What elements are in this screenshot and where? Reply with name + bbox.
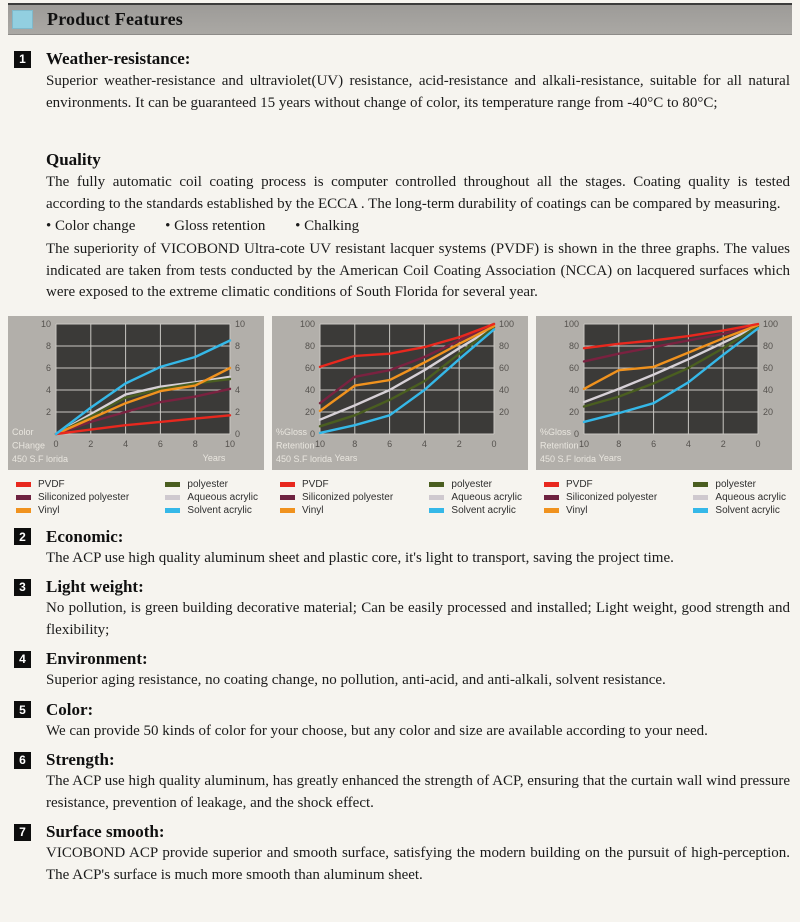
bullet-item: • Color change [46, 218, 136, 234]
svg-text:6: 6 [387, 438, 393, 449]
svg-text:40: 40 [568, 384, 579, 395]
legend-swatch-icon [280, 482, 295, 487]
svg-text:Retention: Retention [276, 440, 315, 450]
svg-text:20: 20 [499, 406, 510, 417]
section-color-body: We can provide 50 kinds of color for your choose, but any color and size are available according to your need. [46, 722, 708, 739]
section-surface-smooth-heading [14, 822, 792, 842]
legend-label: Solvent acrylic [187, 504, 252, 516]
svg-text:2: 2 [45, 406, 51, 417]
legend-item [693, 478, 786, 491]
svg-text:100: 100 [763, 318, 779, 329]
section-light-weight-heading [14, 577, 792, 597]
svg-text:450 S.F lorida: 450 S.F lorida [276, 453, 333, 464]
legend-item [429, 491, 522, 504]
svg-text:8: 8 [45, 340, 51, 351]
svg-text:%Gloss: %Gloss [540, 426, 572, 437]
legend-swatch-icon [280, 495, 295, 500]
legend-swatch-icon [16, 495, 31, 500]
section-quality-heading [14, 150, 792, 170]
svg-text:80: 80 [763, 340, 774, 351]
section-strength-body: The ACP use high quality aluminum, has greatly enhanced the strength of ACP, ensuring that the curtain wall wind pressure resistance, prevention of leakage, and the shock effect. [46, 773, 790, 811]
svg-text:80: 80 [499, 340, 510, 351]
svg-text:8: 8 [352, 438, 358, 449]
section-strength-heading [14, 750, 792, 770]
charts-row [8, 316, 792, 517]
legend-swatch-icon [693, 482, 708, 487]
legend-label: Vinyl [38, 504, 60, 516]
legend-column [544, 478, 657, 517]
legend-item [693, 491, 786, 504]
svg-text:4: 4 [123, 438, 129, 449]
legend-item [165, 491, 258, 504]
legend-label: Vinyl [302, 504, 324, 516]
svg-text:0: 0 [235, 428, 241, 439]
svg-text:CHange: CHange [12, 440, 46, 450]
svg-text:20: 20 [568, 406, 579, 417]
legend-swatch-icon [16, 482, 31, 487]
legend-item [544, 504, 657, 517]
svg-text:20: 20 [763, 406, 774, 417]
svg-text:60: 60 [763, 362, 774, 373]
svg-text:60: 60 [499, 362, 510, 373]
legend-swatch-icon [165, 508, 180, 513]
legend-item [16, 491, 129, 504]
svg-text:0: 0 [491, 438, 497, 449]
section-economic-heading [14, 527, 792, 547]
legend-swatch-icon [16, 508, 31, 513]
svg-text:40: 40 [304, 384, 315, 395]
svg-text:6: 6 [157, 438, 163, 449]
legend-item [693, 504, 786, 517]
quality-bullet-list [46, 216, 790, 237]
legend-swatch-icon [544, 482, 559, 487]
legend-swatch-icon [693, 495, 708, 500]
svg-text:80: 80 [304, 340, 315, 351]
legend-item [544, 491, 657, 504]
section-environment-body: Superior aging resistance, no coating change, no pollution, anti-acid, and anti-alkali, solvent resistance. [46, 672, 666, 688]
section-surface-smooth-body: VICOBOND ACP provide superior and smooth surface, satisfying the modern building on the pursuit of high-perception. The ACP's surface is much more smooth than aluminum sheet. [46, 845, 790, 883]
svg-text:Retention: Retention [540, 440, 579, 450]
section-title: Weather-resistance: [46, 49, 191, 68]
svg-text:%Gloss: %Gloss [276, 426, 308, 437]
svg-text:60: 60 [304, 362, 315, 373]
features-list [8, 527, 792, 887]
svg-text:6: 6 [45, 362, 51, 373]
bullet-item: • Gloss retention [165, 218, 266, 234]
section-number-badge: 1 [14, 51, 31, 68]
svg-text:4: 4 [235, 384, 241, 395]
svg-text:100: 100 [563, 318, 579, 329]
svg-text:4: 4 [45, 384, 51, 395]
svg-text:20: 20 [304, 406, 315, 417]
legend-item [544, 478, 657, 491]
svg-text:10: 10 [40, 318, 51, 329]
svg-text:6: 6 [235, 362, 241, 373]
legend-label: polyester [187, 478, 228, 490]
svg-text:8: 8 [616, 438, 622, 449]
section-quality-body2: The superiority of VICOBOND Ultra-cote UV resistant lacquer systems (PVDF) is shown in the three graphs. The values indicated are taken from tests conducted by the American Coil Coating Association (NCCA) on lacquered surfaces which were exposed to the extreme climatic conditions of South Florida for several year. [46, 241, 790, 300]
svg-text:100: 100 [299, 318, 315, 329]
legend-item [165, 478, 258, 491]
section-title: Surface smooth: [46, 822, 165, 841]
svg-text:Years: Years [202, 452, 226, 463]
section-number-badge: 6 [14, 752, 31, 769]
legend-column [16, 478, 129, 517]
section-title: Economic: [46, 526, 124, 546]
legend-label: Siliconized polyester [38, 491, 130, 503]
svg-text:2: 2 [720, 438, 726, 449]
legend-label: PVDF [566, 478, 593, 490]
legend-swatch-icon [165, 495, 180, 500]
section-title: Strength: [46, 750, 115, 769]
chart-block-gloss-retention-2 [536, 316, 792, 517]
section-number-badge: 7 [14, 824, 31, 841]
svg-text:0: 0 [755, 438, 761, 449]
legend-item [280, 491, 393, 504]
svg-text:0: 0 [573, 428, 579, 439]
legend-column [165, 478, 264, 517]
svg-text:Years: Years [598, 452, 622, 463]
svg-text:60: 60 [568, 362, 579, 373]
legend-label: Aqueous acrylic [187, 491, 258, 503]
svg-text:Color: Color [12, 426, 34, 437]
svg-text:40: 40 [763, 384, 774, 395]
svg-text:450 S.F lorida: 450 S.F lorida [540, 453, 597, 464]
svg-text:4: 4 [421, 438, 427, 449]
legend-swatch-icon [693, 508, 708, 513]
svg-text:450 S.F lorida: 450 S.F lorida [12, 453, 69, 464]
legend-swatch-icon [280, 508, 295, 513]
legend-swatch-icon [544, 495, 559, 500]
svg-text:6: 6 [651, 438, 657, 449]
svg-text:4: 4 [685, 438, 691, 449]
svg-text:2: 2 [235, 406, 241, 417]
legend-label: Solvent acrylic [715, 504, 780, 516]
svg-text:10: 10 [235, 318, 246, 329]
section-weather-heading [14, 49, 792, 69]
legend-label: Vinyl [566, 504, 588, 516]
svg-text:2: 2 [456, 438, 462, 449]
color-change-line-chart [8, 316, 264, 470]
legend-swatch-icon [429, 482, 444, 487]
section-title: Color: [46, 699, 94, 719]
page-title: Product Features [47, 9, 184, 29]
section-number-badge: 3 [14, 579, 31, 596]
legend-label: polyester [451, 478, 492, 490]
legend-label: polyester [715, 478, 756, 490]
legend-label: PVDF [302, 478, 329, 490]
legend-item [16, 504, 129, 517]
section-color-heading [14, 700, 792, 720]
section-number-badge: 5 [14, 701, 31, 718]
legend-item [165, 504, 258, 517]
svg-text:0: 0 [309, 428, 315, 439]
legend-item [429, 478, 522, 491]
section-quality-body: The fully automatic coil coating process is computer controlled throughout all the stages. Coating quality is tested according to the standards established by the ECCA . The long-term durability of coatings can be compared by measuring. [46, 174, 790, 212]
section-environment-heading [14, 649, 792, 669]
svg-text:10: 10 [314, 438, 326, 449]
accent-square-icon [12, 10, 33, 29]
svg-text:10: 10 [578, 438, 590, 449]
legend-column [280, 478, 393, 517]
legend-label: PVDF [38, 478, 65, 490]
section-title: Quality [46, 150, 101, 169]
legend-item [280, 478, 393, 491]
section-number-badge: 4 [14, 651, 31, 668]
svg-text:40: 40 [499, 384, 510, 395]
svg-text:80: 80 [568, 340, 579, 351]
legend-column [429, 478, 528, 517]
section-light-weight-body: No pollution, is green building decorative material; Can be easily processed and installed; Light weight, good strength and flexibility; [46, 600, 790, 638]
legend-label: Aqueous acrylic [451, 491, 522, 503]
legend-label: Siliconized polyester [566, 491, 658, 503]
legend-swatch-icon [429, 508, 444, 513]
chart-legend [272, 470, 528, 517]
section-title: Light weight: [46, 577, 144, 596]
legend-swatch-icon [165, 482, 180, 487]
legend-item [280, 504, 393, 517]
gloss-retention-line-chart [536, 316, 792, 470]
section-number-badge: 2 [14, 528, 31, 545]
svg-text:Years: Years [334, 452, 358, 463]
legend-item [16, 478, 129, 491]
svg-text:10: 10 [224, 438, 236, 449]
svg-text:0: 0 [53, 438, 59, 449]
chart-block-gloss-retention-1 [272, 316, 528, 517]
header-bar [8, 3, 792, 35]
section-title: Environment: [46, 649, 148, 668]
chart-legend [536, 470, 792, 517]
bullet-item: • Chalking [295, 218, 360, 234]
chart-block-color-change [8, 316, 264, 517]
legend-column [693, 478, 792, 517]
svg-text:100: 100 [499, 318, 515, 329]
gloss-retention-line-chart [272, 316, 528, 470]
legend-label: Aqueous acrylic [715, 491, 786, 503]
legend-swatch-icon [544, 508, 559, 513]
chart-legend [8, 470, 264, 517]
section-economic-body: The ACP use high quality aluminum sheet and plastic core, it's light to transport, saving the project time. [46, 549, 674, 566]
legend-label: Siliconized polyester [302, 491, 394, 503]
legend-label: Solvent acrylic [451, 504, 516, 516]
legend-swatch-icon [429, 495, 444, 500]
svg-text:8: 8 [235, 340, 241, 351]
legend-item [429, 504, 522, 517]
svg-text:2: 2 [88, 438, 94, 449]
svg-text:8: 8 [192, 438, 198, 449]
section-weather-body: Superior weather-resistance and ultraviolet(UV) resistance, acid-resistance and alkali-resistance, suitable for all natural environments. It can be guaranteed 15 years without change of color, its temperature range from -40°C to 80°C; [46, 73, 790, 111]
